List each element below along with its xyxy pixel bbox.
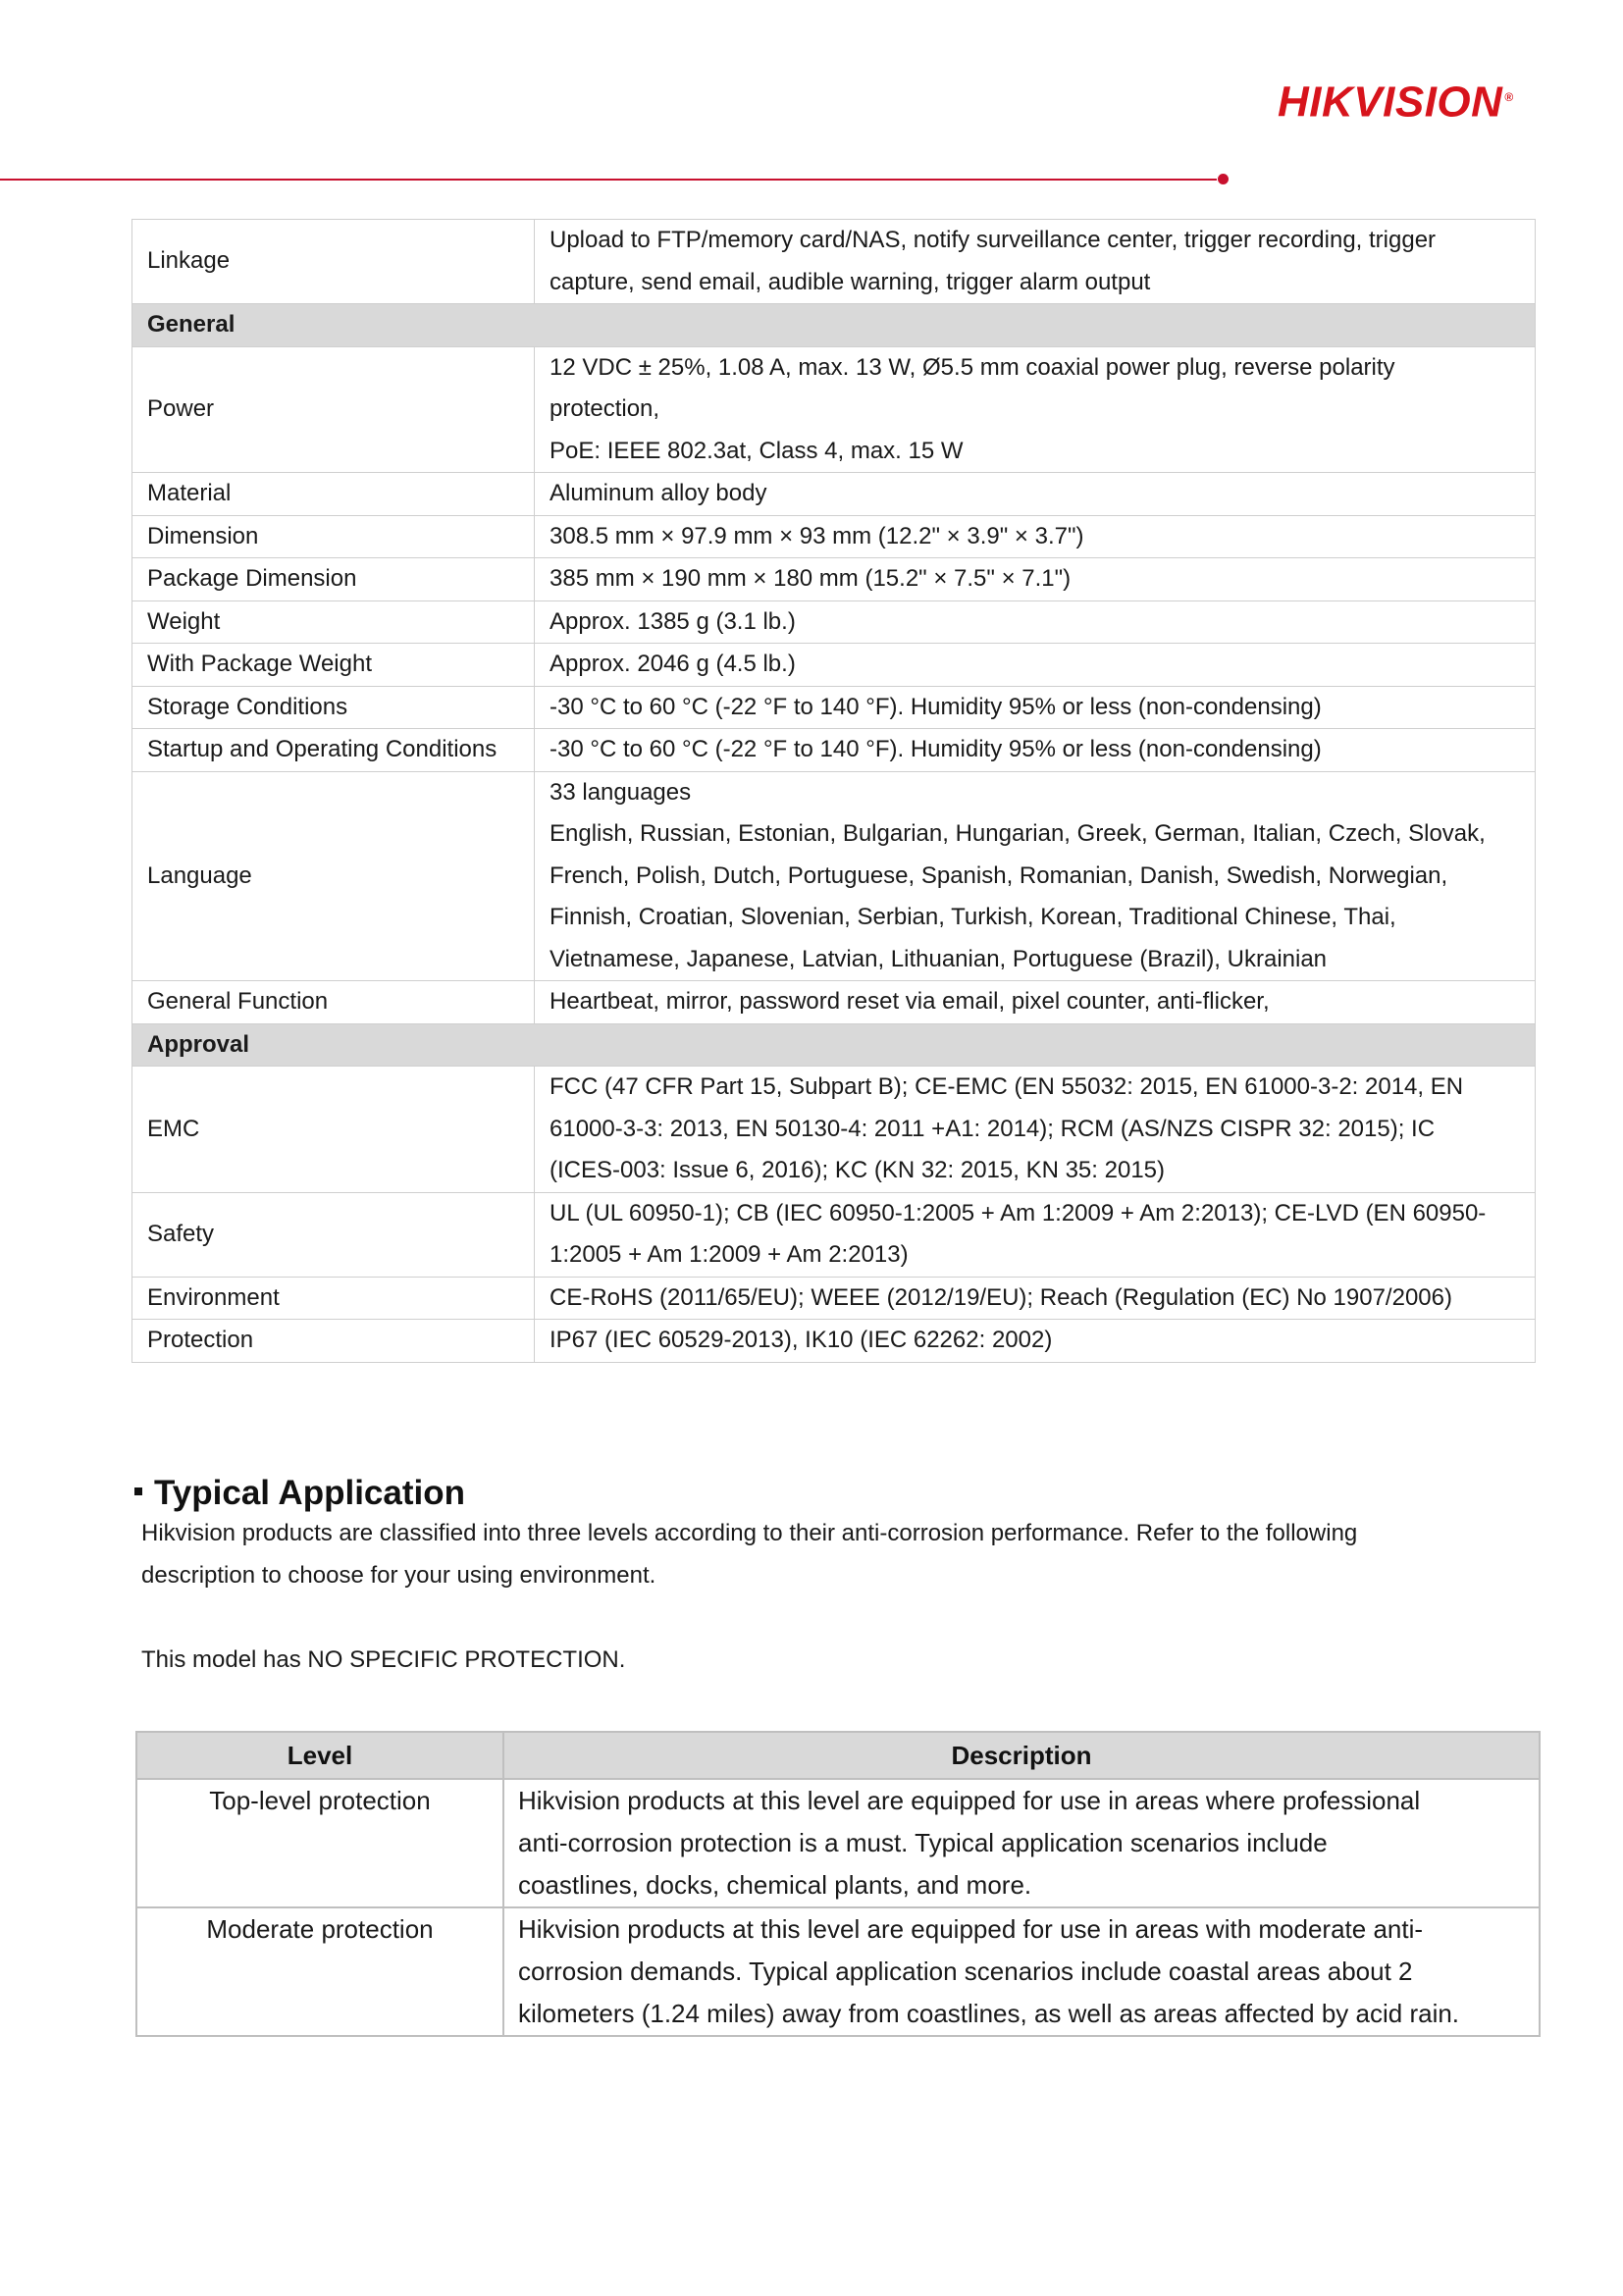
spec-row: [132, 1277, 1536, 1320]
spec-key: Power: [132, 346, 535, 473]
spec-value: [535, 981, 1536, 1024]
spec-value-line: Finnish, Croatian, Slovenian, Serbian, Turkish, Korean, Traditional Chinese, Thai,: [550, 904, 1396, 930]
spec-key: Material: [132, 473, 535, 516]
hikvision-logo: [1278, 73, 1552, 127]
spec-key: Protection: [132, 1320, 535, 1363]
level-cell: Top-level protection: [136, 1779, 503, 1907]
section-title: Approval: [132, 1023, 1536, 1067]
spec-row: [132, 1192, 1536, 1277]
column-header-description: Description: [503, 1732, 1540, 1779]
protection-level-table: [135, 1731, 1541, 2037]
spec-row: [132, 558, 1536, 601]
spec-row: [132, 1067, 1536, 1193]
description-line: anti-corrosion protection is a must. Typical application scenarios include: [518, 1828, 1328, 1857]
description-cell: [503, 1907, 1540, 2036]
spec-value-line: FCC (47 CFR Part 15, Subpart B); CE-EMC (EN 55032: 2015, EN 61000-3-2: 2014, EN: [550, 1073, 1464, 1100]
bullet-icon: [134, 1487, 142, 1495]
spec-value: [535, 686, 1536, 729]
spec-value-line: (ICES-003: Issue 6, 2016); KC (KN 32: 2015, KN 35: 2015): [550, 1157, 1165, 1183]
spec-value-line: 33 languages: [550, 778, 692, 806]
description-line: kilometers (1.24 miles) away from coastlines, as well as areas affected by acid rain.: [518, 1999, 1460, 2028]
spec-value-line: 385 mm × 190 mm × 180 mm (15.2" × 7.5" × 7.1"): [550, 565, 1072, 592]
spec-row: [132, 220, 1536, 304]
spec-value: [535, 473, 1536, 516]
section-title: General: [132, 304, 1536, 347]
spec-value: [535, 1192, 1536, 1277]
spec-key: Weight: [132, 600, 535, 644]
column-header-level: Level: [136, 1732, 503, 1779]
spec-key: Linkage: [132, 220, 535, 304]
spec-value: [535, 220, 1536, 304]
spec-row: [132, 686, 1536, 729]
spec-value-line: 12 VDC ± 25%, 1.08 A, max. 13 W, Ø5.5 mm coaxial power plug, reverse polarity: [550, 353, 1395, 381]
section-row: [132, 1023, 1536, 1067]
description-line: Hikvision products at this level are equipped for use in areas where professional: [518, 1786, 1421, 1815]
spec-row: [132, 981, 1536, 1024]
spec-value-line: Approx. 2046 g (4.5 lb.): [550, 651, 796, 677]
spec-row: [132, 771, 1536, 981]
spec-key: Language: [132, 771, 535, 981]
logo-registered-mark: ®: [1504, 90, 1514, 104]
spec-key: With Package Weight: [132, 644, 535, 687]
description-cell: [503, 1779, 1540, 1907]
spec-value: [535, 644, 1536, 687]
spec-row: [132, 729, 1536, 772]
spec-value-line: Approx. 1385 g (3.1 lb.): [550, 607, 796, 635]
spec-value: [535, 558, 1536, 601]
spec-value-line: IP67 (IEC 60529-2013), IK10 (IEC 62262: 2002): [550, 1327, 1053, 1353]
description-line: coastlines, docks, chemical plants, and more.: [518, 1870, 1032, 1900]
spec-value: [535, 729, 1536, 772]
spec-value-line: -30 °C to 60 °C (-22 °F to 140 °F). Humidity 95% or less (non-condensing): [550, 736, 1322, 762]
intro-paragraph: [141, 1512, 1535, 1596]
spec-value-line: 61000-3-3: 2013, EN 50130-4: 2011 +A1: 2014); RCM (AS/NZS CISPR 32: 2015); IC: [550, 1115, 1436, 1142]
spec-value-line: protection,: [550, 395, 660, 422]
spec-row: [132, 473, 1536, 516]
intro-line: Hikvision products are classified into three levels according to their anti-corrosion performance. Refer to the following: [141, 1520, 1358, 1546]
spec-key: Storage Conditions: [132, 686, 535, 729]
logo-text: HIKVISION: [1278, 78, 1503, 127]
spec-value-line: -30 °C to 60 °C (-22 °F to 140 °F). Humidity 95% or less (non-condensing): [550, 693, 1322, 720]
section-heading-text: Typical Application: [154, 1474, 465, 1512]
spec-table-container: [131, 219, 1536, 1363]
spec-value: [535, 771, 1536, 981]
description-line: corrosion demands. Typical application scenarios include coastal areas about 2: [518, 1957, 1413, 1986]
spec-value-line: CE-RoHS (2011/65/EU); WEEE (2012/19/EU); Reach (Regulation (EC) No 1907/2006): [550, 1283, 1452, 1311]
spec-row: [132, 644, 1536, 687]
spec-table: [131, 219, 1536, 1363]
description-line: Hikvision products at this level are equipped for use in areas with moderate anti-: [518, 1914, 1424, 1944]
spec-key: Safety: [132, 1192, 535, 1277]
spec-value: [535, 1320, 1536, 1363]
spec-value-line: Vietnamese, Japanese, Latvian, Lithuanian, Portuguese (Brazil), Ukrainian: [550, 945, 1328, 972]
spec-row: [132, 515, 1536, 558]
spec-value: [535, 1067, 1536, 1193]
section-heading: [134, 1469, 465, 1518]
spec-row: [132, 600, 1536, 644]
spec-value-line: Aluminum alloy body: [550, 480, 767, 506]
spec-key: Dimension: [132, 515, 535, 558]
spec-key: General Function: [132, 981, 535, 1024]
spec-key: Package Dimension: [132, 558, 535, 601]
spec-value-line: Upload to FTP/memory card/NAS, notify surveillance center, trigger recording, trigger: [550, 227, 1437, 253]
spec-value-line: 308.5 mm × 97.9 mm × 93 mm (12.2" × 3.9" × 3.7"): [550, 522, 1084, 549]
protection-note: This model has NO SPECIFIC PROTECTION.: [141, 1646, 626, 1673]
protection-level-table-body: [136, 1779, 1540, 2036]
spec-value-line: PoE: IEEE 802.3at, Class 4, max. 15 W: [550, 437, 964, 464]
protection-level-table-container: [135, 1731, 1541, 2037]
spec-value-line: 1:2005 + Am 1:2009 + Am 2:2013): [550, 1241, 909, 1268]
spec-key: Startup and Operating Conditions: [132, 729, 535, 772]
spec-value-line: English, Russian, Estonian, Bulgarian, Hungarian, Greek, German, Italian, Czech, Slovak,: [550, 820, 1486, 847]
spec-value-line: Heartbeat, mirror, password reset via email, pixel counter, anti-flicker,: [550, 988, 1270, 1015]
spec-value-line: UL (UL 60950-1); CB (IEC 60950-1:2005 + Am 1:2009 + Am 2:2013); CE-LVD (EN 60950-: [550, 1199, 1487, 1226]
spec-value: [535, 346, 1536, 473]
table-row: [136, 1907, 1540, 2036]
spec-row: [132, 346, 1536, 473]
header-divider: [0, 179, 1217, 181]
spec-table-body: [132, 220, 1536, 1363]
table-header-row: [136, 1732, 1540, 1779]
spec-value: [535, 515, 1536, 558]
spec-key: Environment: [132, 1277, 535, 1320]
spec-row: [132, 1320, 1536, 1363]
spec-value: [535, 1277, 1536, 1320]
spec-value: [535, 600, 1536, 644]
spec-value-line: French, Polish, Dutch, Portuguese, Spanish, Romanian, Danish, Swedish, Norwegian,: [550, 861, 1448, 889]
spec-value-line: capture, send email, audible warning, trigger alarm output: [550, 268, 1151, 295]
header-divider-dot: [1218, 174, 1229, 184]
section-row: [132, 304, 1536, 347]
level-cell: Moderate protection: [136, 1907, 503, 2036]
table-row: [136, 1779, 1540, 1907]
spec-key: EMC: [132, 1067, 535, 1193]
intro-line: description to choose for your using environment.: [141, 1562, 656, 1589]
